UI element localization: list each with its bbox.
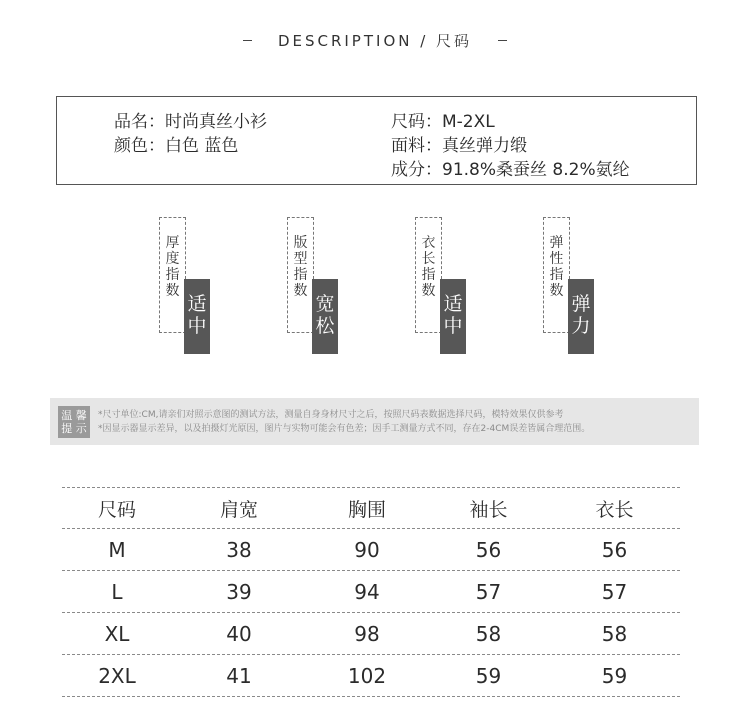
indicator-label: 厚 度 指 数: [159, 217, 186, 333]
table-cell: 58: [601, 621, 628, 646]
table-cell: 59: [475, 663, 502, 688]
table-cell: 90: [354, 537, 380, 562]
table-cell: 59: [601, 663, 628, 688]
indicator-fit: [287, 217, 347, 355]
table-row: [62, 571, 680, 613]
table-cell: 38: [226, 537, 252, 562]
product-info-box: [56, 96, 697, 185]
indicator-value: 适 中: [440, 279, 466, 354]
indicator-value: 弹 力: [568, 279, 594, 354]
table-cell: XL: [104, 621, 130, 646]
notice-line: *尺寸单位:CM,请亲们对照示意图的测试方法，测量自身身材尺寸之后，按照尺码表数据选择尺码，模特效果仅供参考: [98, 410, 564, 420]
indicator-value: 宽 松: [312, 279, 338, 354]
table-cell: 39: [226, 579, 252, 604]
notice-line: *因显示器显示差异，以及拍摄灯光原因，图片与实物可能会有色差；因手工测量方式不同，存在2-4CM误差皆属合理范围。: [98, 424, 591, 434]
table-cell: 56: [601, 537, 628, 562]
product-name: 品名：时尚真丝小衫: [114, 112, 267, 132]
table-cell: 41: [226, 663, 252, 688]
indicator-label: 衣 长 指 数: [415, 217, 442, 333]
table-cell: 58: [475, 621, 502, 646]
table-cell: L: [111, 579, 123, 604]
table-cell: 40: [226, 621, 252, 646]
section-header: [0, 29, 750, 51]
table-row: [62, 613, 680, 655]
table-cell: M: [108, 537, 126, 562]
table-cell: 98: [354, 621, 380, 646]
notice-tag: 温 馨 提 示: [58, 406, 90, 438]
product-info-left: [114, 110, 267, 158]
table-header-cell: 尺码: [97, 498, 136, 521]
indicator-thickness: [159, 217, 219, 355]
product-composition: 成分：91.8%桑蚕丝 8.2%氨纶: [391, 160, 630, 180]
table-cell: 56: [475, 537, 502, 562]
table-cell: 57: [601, 579, 628, 604]
header-dash-left: [243, 40, 252, 41]
table-header-cell: 胸围: [347, 498, 386, 521]
product-color: 颜色：白色 蓝色: [114, 136, 239, 156]
indicator-length: [415, 217, 475, 355]
table-row: [62, 655, 680, 697]
table-row: [62, 529, 680, 571]
notice-text: [98, 408, 590, 436]
table-header-cell: 袖长: [469, 498, 508, 521]
table-header-row: [62, 487, 680, 529]
table-cell: 94: [354, 579, 380, 604]
indicator-elasticity: [543, 217, 603, 355]
product-info-right: [391, 110, 630, 182]
header-dash-right: [498, 40, 507, 41]
table-cell: 57: [475, 579, 502, 604]
size-table: [62, 487, 680, 697]
product-size: 尺码：M-2XL: [391, 112, 495, 132]
indicator-label: 弹 性 指 数: [543, 217, 570, 333]
notice-banner: [50, 398, 699, 445]
indicator-label: 版 型 指 数: [287, 217, 314, 333]
header-title: DESCRIPTION / 尺码: [277, 31, 473, 50]
indicator-value: 适 中: [184, 279, 210, 354]
table-cell: 102: [347, 663, 387, 688]
table-cell: 2XL: [98, 663, 136, 688]
table-header-cell: 肩宽: [219, 498, 258, 521]
table-header-cell: 衣长: [595, 498, 634, 521]
product-fabric: 面料：真丝弹力缎: [391, 136, 527, 156]
